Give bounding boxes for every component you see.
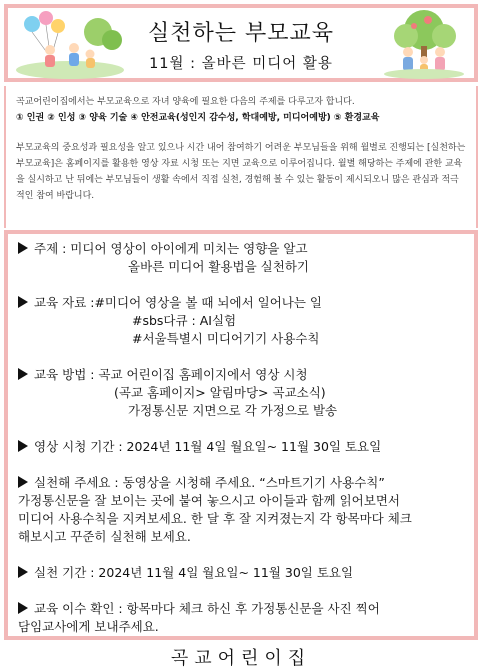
footer-org-name: 곡교어린이집 <box>170 648 312 668</box>
triangle-bullet-icon <box>18 602 28 614</box>
material-line-2: #sbs다큐 : AI실험 <box>132 313 237 328</box>
method-line-2: (곡교 홈페이지> 알림마당> 곡교소식) <box>114 385 326 400</box>
confirm-line: 교육 이수 확인 : 항목마다 체크 하신 후 가정통신문을 사진 찍어 <box>18 600 464 618</box>
page-subtitle: 11월 : 올바른 미디어 활용 <box>149 56 333 72</box>
topic-line-2: 올바른 미디어 활용법을 실천하기 <box>128 259 309 274</box>
method-line-3: 가정통신문 지면으로 각 가정으로 발송 <box>128 403 338 418</box>
method-line: 교육 방법 : 곡교 어린이집 홈페이지에서 영상 시청 <box>18 366 464 384</box>
intro-body: 부모교육의 중요성과 필요성을 알고 있으나 시간 내어 참여하기 어려운 부모님들을 위해 월별로 진행되는 [실천하는 부모교육]은 홈페이지를 활용한 영상 자료 시청 또는 지면 교육으로 이루어집니다. 월별 해당하는 주제에 관한 교육을 실시하고 난 뒤에는 부모님들이 생활 속에서 직접 실천, 경험해 볼 수 있는 활동이 제시되오니 많은 관심과 적극적인 참여 바랍니다. <box>16 143 466 201</box>
triangle-bullet-icon <box>18 296 28 308</box>
material-line-3: #서울특별시 미디어기기 사용수칙 <box>132 331 320 346</box>
topic-line: 주제 : 미디어 영상이 아이에게 미치는 영향을 알고 <box>18 240 464 258</box>
triangle-bullet-icon <box>18 440 28 452</box>
page-title: 실천하는 부모교육 <box>147 21 334 46</box>
triangle-bullet-icon <box>18 368 28 380</box>
material-line: 교육 자료 :#미디어 영상을 볼 때 뇌에서 일어나는 일 <box>18 294 464 312</box>
intro-section <box>4 86 478 228</box>
practice-period-line: 실천 기간 : 2024년 11월 4일 월요일~ 11월 30일 토요일 <box>18 564 464 582</box>
intro-lead: 곡교어린이집에서는 부모교육으로 자녀 양육에 필요한 다음의 주제를 다루고자 합니다. <box>16 97 355 107</box>
header-box <box>4 4 478 82</box>
main-content-box <box>4 230 478 640</box>
intro-topics: ① 인권 ② 인성 ③ 양육 기술 ④ 안전교육(성인지 감수성, 학대예방, 미디어예방) ⑤ 환경교육 <box>16 113 380 123</box>
triangle-bullet-icon <box>18 566 28 578</box>
practice-line-3: 미디어 사용수칙을 지켜보세요. 한 달 후 잘 지켜졌는지 각 항목마다 체크 <box>18 511 412 526</box>
practice-line-4: 해보시고 꾸준히 실천해 보세요. <box>18 529 191 544</box>
confirm-line-2: 담임교사에게 보내주세요. <box>18 619 159 634</box>
practice-line: 실천해 주세요 : 동영상을 시청해 주세요. “스마트기기 사용수칙” <box>18 474 464 492</box>
triangle-bullet-icon <box>18 242 28 254</box>
practice-line-2: 가정통신문을 잘 보이는 곳에 붙여 놓으시고 아이들과 함께 읽어보면서 <box>18 493 400 508</box>
family-tree-illustration <box>378 10 470 80</box>
triangle-bullet-icon <box>18 476 28 488</box>
period-line: 영상 시청 기간 : 2024년 11월 4일 월요일~ 11월 30일 토요일 <box>18 438 464 456</box>
